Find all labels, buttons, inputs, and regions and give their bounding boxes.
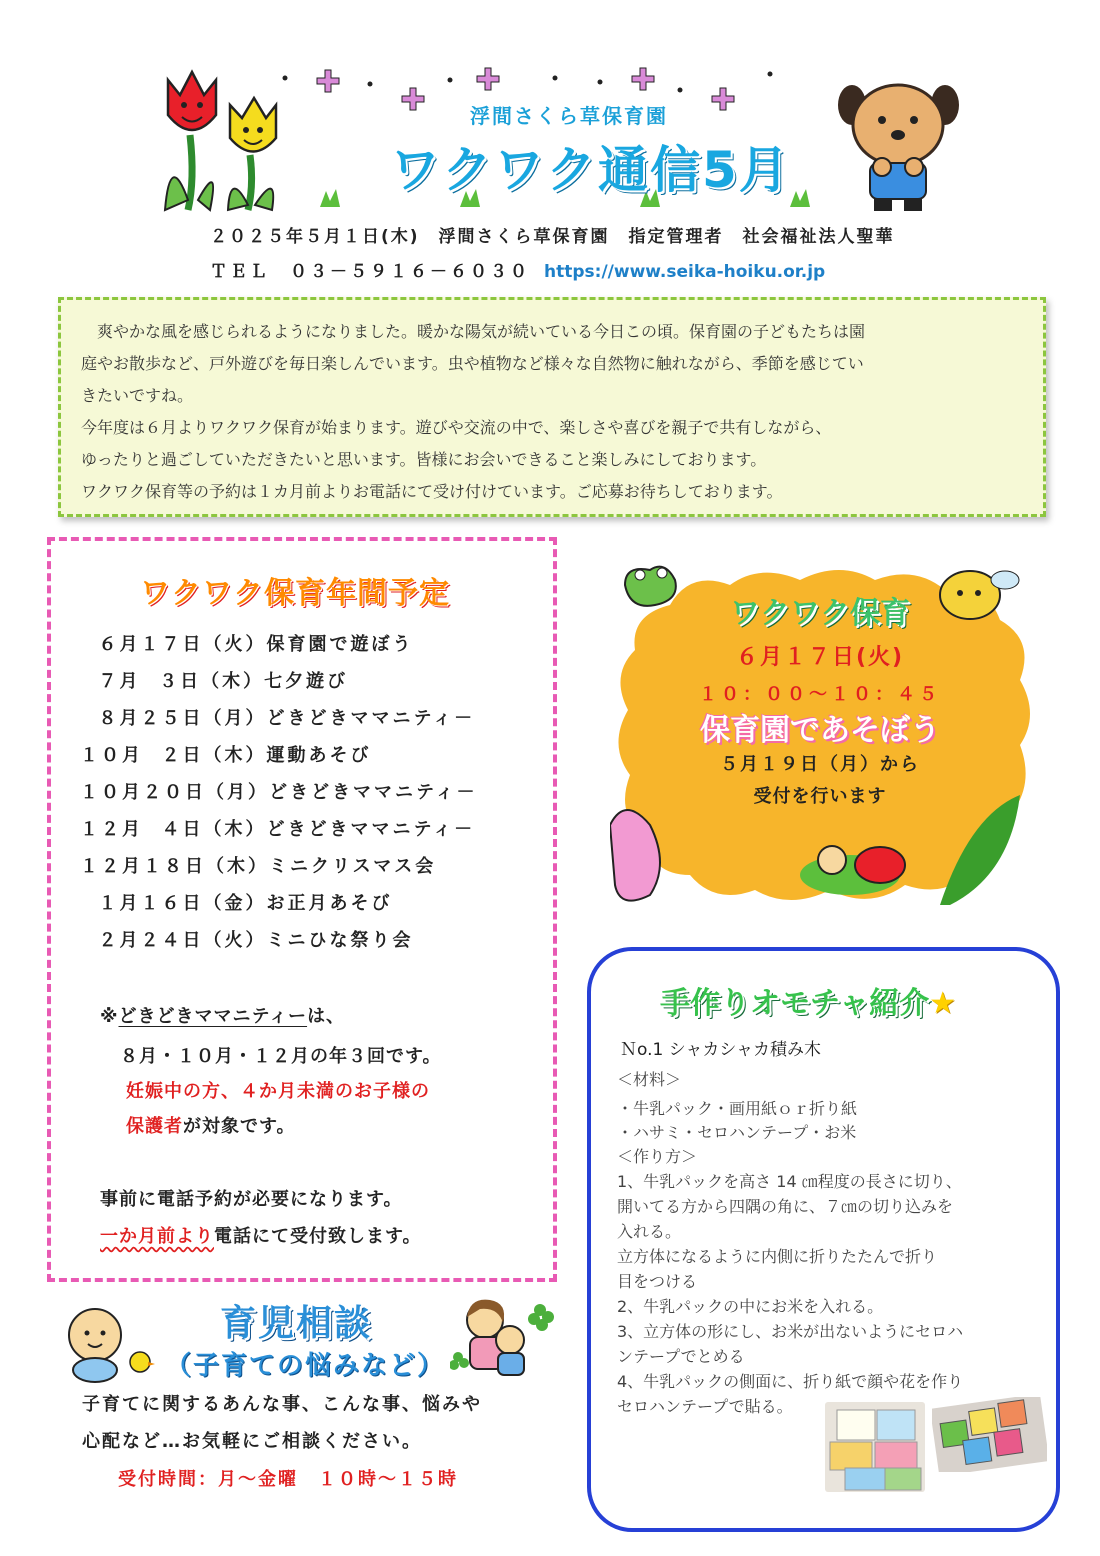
schedule-item: １０月 ２日（木）運動あそび (80, 745, 372, 766)
event-date: ６月１７日(火) (735, 645, 905, 670)
schedule-item: １２月 ４日（木）どきどきママニティ－ (80, 819, 476, 840)
website-link[interactable]: https://www.seika-hoiku.or.jp (544, 262, 826, 282)
reservation-required: 事前に電話予約が必要になります。 (100, 1189, 403, 1210)
schedule-item: ２月２４日（火）ミニひな祭り会 (80, 930, 414, 951)
mamanity-note-line1: ※どきどきママニティーは、 (100, 1006, 346, 1027)
schedule-item: ８月２５日（月）どきどきママニティ－ (80, 708, 476, 729)
toy-line: 3、立方体の形にし、お米が出ないようにセロハ (617, 1322, 964, 1341)
toy-line: ＜作り方＞ (617, 1147, 698, 1166)
consultation-body-line: 子育てに関するあんな事、こんな事、悩みや (82, 1394, 482, 1415)
parent-child-illustration (450, 1295, 560, 1380)
schedule-item: １月１６日（金）お正月あそび (80, 893, 393, 914)
intro-line: きたいですね。 (81, 386, 194, 405)
toy-line: 開いてる方から四隅の角に、７㎝の切り込みを (617, 1197, 954, 1216)
event-reception-note: 受付を行います (753, 786, 887, 807)
intro-line: ゆったりと過ごしていただきたいと思います。皆様にお会いできること楽しみにしております。 (81, 450, 767, 469)
intro-line: 爽やかな風を感じられるようになりました。暖かな陽気が続いている今日この頃。保育園の子どもたちは園 (81, 322, 866, 341)
intro-line: 庭やお散歩など、戸外遊びを毎日楽しんでいます。虫や植物など様々な自然物に触れながら、季節を感じてい (81, 354, 864, 373)
toy-line: セロハンテープで貼る。 (617, 1397, 793, 1416)
intro-line: ワクワク保育等の予約は１カ月前よりお電話にて受け付けています。ご応募お待ちしております。 (81, 482, 783, 501)
schedule-item: １０月２０日（月）どきどきママニティ－ (80, 782, 478, 803)
event-name: 保育園であそぼう (700, 713, 940, 748)
toy-line: 1、牛乳パックを高さ 14 ㎝程度の長さに切り、 (617, 1172, 962, 1191)
event-title: ワクワク保育 (730, 596, 910, 631)
event-reception-start: ５月１９日（月）から (720, 754, 920, 775)
mamanity-term: どきどきママニティー (118, 1006, 308, 1027)
baby-chick-illustration (60, 1300, 160, 1385)
toy-name: Ｎo.1 シャカシャカ積み木 (620, 1040, 822, 1060)
reservation-timing: 一か月前より電話にて受付致します。 (100, 1226, 422, 1247)
mamanity-target-line: 妊娠中の方、４か月未満のお子様の (126, 1081, 430, 1102)
intro-line: 今年度は６月よりワクワク保育が始まります。遊びや交流の中で、楽しさや喜びを親子で共有しながら、 (81, 418, 832, 437)
toy-blocks-photo-1 (825, 1402, 925, 1492)
event-time: １０：００～１０：４５ (699, 684, 941, 705)
newsletter-title: ワクワク通信5月 (390, 141, 791, 199)
toy-line: 目をつける (617, 1272, 698, 1291)
toy-line: 2、牛乳パックの中にお米を入れる。 (617, 1297, 884, 1316)
consultation-subtitle: （子育ての悩みなど） (165, 1351, 446, 1381)
toy-blocks-photo-2 (932, 1397, 1047, 1472)
schedule-title: ワクワク保育年間予定 (140, 576, 450, 611)
toy-line: 4、牛乳パックの側面に、折り紙で顔や花を作り (617, 1372, 964, 1391)
consultation-body-line: 心配など…お気軽にご相談ください。 (82, 1431, 422, 1452)
toy-line: ・牛乳パック・画用紙ｏｒ折り紙 (617, 1099, 858, 1118)
toy-line: 入れる。 (617, 1222, 682, 1241)
toy-line: ンテープでとめる (617, 1347, 745, 1366)
consultation-title: 育児相談 (220, 1303, 373, 1344)
toy-line: ＜材料＞ (617, 1070, 682, 1089)
toy-line: ・ハサミ・セロハンテープ・お米 (617, 1123, 857, 1142)
schedule-item: １２月１８日（木）ミニクリスマス会 (80, 856, 437, 877)
toy-line: 立方体になるように内側に折りたたんで折り (617, 1247, 938, 1266)
issue-info-line: ２０２５年５月１日(木) 浮間さくら草保育園 指定管理者 社会福祉法人聖華 (210, 227, 895, 247)
nursery-name: 浮間さくら草保育園 (470, 104, 668, 128)
intro-message-box (58, 297, 1046, 517)
mamanity-target-line2: 保護者が対象です。 (126, 1116, 296, 1137)
tel-number: ＴＥＬ ０３－５９１６－６０３０ (210, 262, 530, 282)
schedule-item: ６月１７日（火）保育園で遊ぼう (80, 634, 414, 655)
star-icon: ★ (929, 986, 957, 1021)
dog-mascot-illustration (830, 75, 970, 215)
consultation-hours: 受付時間：月～金曜 １０時～１５時 (118, 1469, 458, 1490)
contact-line (210, 257, 825, 282)
schedule-item: ７月 ３日（木）七夕遊び (80, 671, 349, 692)
mamanity-note-line2: ８月・１０月・１２月の年３回です。 (120, 1046, 442, 1067)
toy-section-title: 手作りオモチャ紹介★ (660, 986, 957, 1021)
